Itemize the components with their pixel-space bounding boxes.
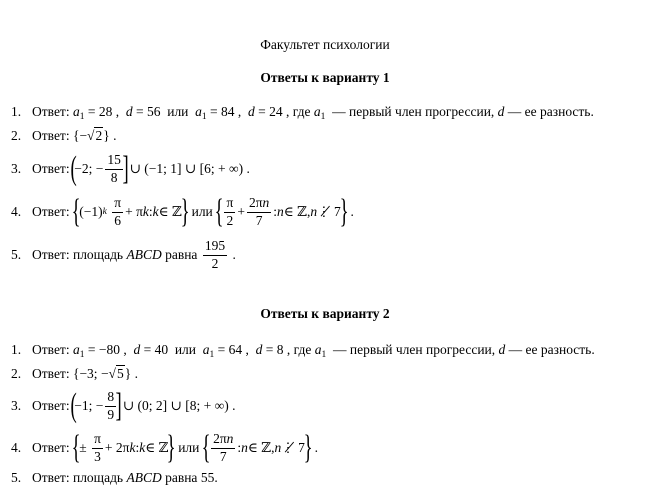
variant2-title: Ответы к варианту 2 (260, 306, 390, 321)
answer-label: Ответ: (32, 104, 70, 119)
item-number: 2. (11, 365, 22, 381)
math-expression: площадь ABCD равна 55. (72, 470, 218, 485)
math-expression: $a_1 = -80$ , d = 40 или $a_1 = 64$ , d = 8 , где $a_1$ — первый член прогрессии, d — ее разность. (72, 342, 595, 360)
item-number: 3. (11, 161, 22, 176)
item-number: 3. (11, 398, 22, 413)
math-expression: { ± $\frac{\pi}{3}$ + 2π k : k ∈ ℤ } или { $\frac{2\pi n}{7}$ : n ∈ ℤ, n ⋮̸ 7 } . (71, 429, 318, 466)
item-number: 5. (11, 247, 22, 262)
math-expression: {−√2} . (72, 128, 117, 143)
v1-answer-4 (11, 192, 354, 232)
v1-answer-3 (11, 149, 250, 189)
item-number: 4. (11, 440, 22, 455)
answer-label: Ответ: (32, 342, 70, 357)
answer-label: Ответ: (32, 440, 70, 455)
v2-answer-4 (11, 428, 318, 468)
v2-answer-1 (11, 342, 595, 358)
answer-label: Ответ: (32, 161, 70, 176)
math-expression: площадь ABCD равна $\frac{195}{2}$ . (72, 238, 236, 271)
math-expression: { (−1) k $\frac{\pi}{6}$ + π k : k ∈ ℤ } или { $\frac{\pi}{2}$ + $\frac{2\pi n}{7}$ : n ∈ ℤ, n ⋮̸ 7 } . (71, 193, 354, 230)
item-number: 5. (11, 470, 22, 485)
item-number: 2. (11, 127, 22, 143)
answer-label: Ответ: (32, 247, 70, 262)
math-expression: {−3; −√5} . (72, 366, 138, 381)
variant1-title: Ответы к варианту 1 (260, 70, 390, 85)
v1-answer-1 (11, 104, 594, 120)
v2-answer-2 (11, 365, 138, 382)
answer-label: Ответ: (32, 398, 70, 413)
math-expression: $a_1 = 28$ , d = 56 или $a_1 = 84$ , d = 24 , где $a_1$ — первый член прогрессии, d — ее разность. (72, 104, 594, 122)
faculty-heading: Факультет психологии (260, 37, 390, 52)
v2-answer-5 (11, 470, 218, 486)
item-number: 1. (11, 342, 22, 357)
answer-label: Ответ: (32, 470, 70, 485)
answer-label: Ответ: (32, 365, 70, 381)
v2-answer-3 (11, 386, 235, 426)
math-expression: ( −1; − $\frac{8}{9}$ ] ∪ (0; 2] ∪ [8; + ∞) . (70, 387, 236, 424)
v1-answer-2 (11, 127, 116, 144)
answer-label: Ответ: (32, 127, 70, 143)
item-number: 4. (11, 204, 22, 219)
item-number: 1. (11, 104, 22, 119)
math-expression: ( −2; − $\frac{15}{8}$ ] ∪ (−1; 1] ∪ [6; + ∞) . (70, 150, 250, 187)
v1-answer-5 (11, 235, 236, 275)
answer-label: Ответ: (32, 204, 70, 219)
